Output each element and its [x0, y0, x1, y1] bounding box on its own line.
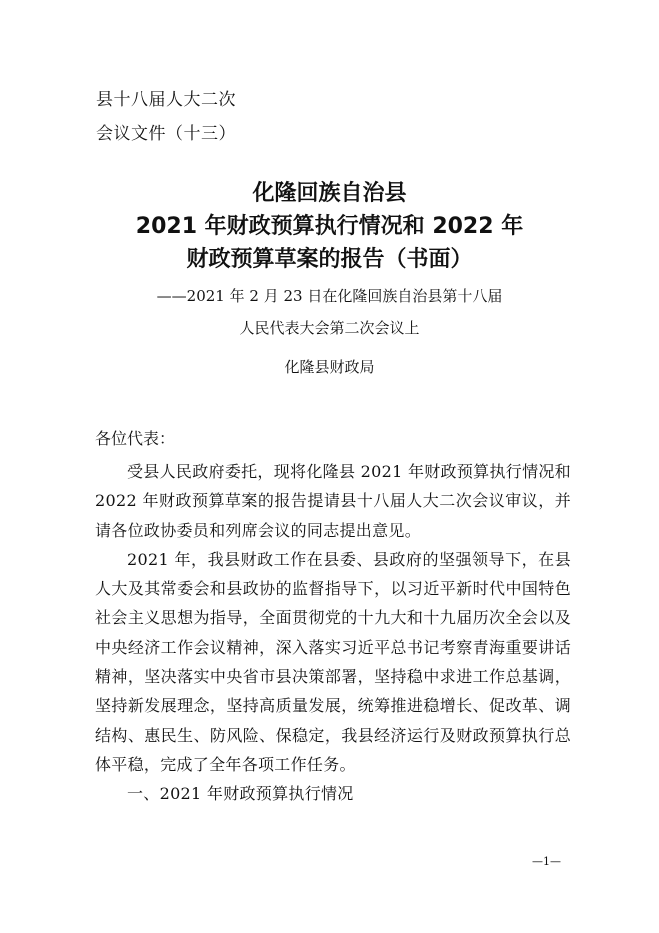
report-title-line-2: 2021 年财政预算执行情况和 2022 年 [135, 214, 524, 239]
salutation: 各位代表： [95, 429, 176, 448]
document-number-line-2: 会议文件（十三） [96, 124, 236, 144]
section-heading-1: 一、2021 年财政预算执行情况 [127, 784, 354, 804]
report-subtitle-line-2: 人民代表大会第二次会议上 [239, 319, 420, 337]
report-title-line-1: 化隆回族自治县 [252, 181, 407, 206]
page-number: —1— [532, 855, 561, 868]
paragraph-overview: 2021 年，我县财政工作在县委、县政府的坚强领导下，在县人大及其常委会和县政协的监督指导下，以习近平新时代中国特色社会主义思想为指导，全面贯彻党的十九大和十九届历次全会以及中央经济工作会议精神，深入落实习近平总书记考察青海重要讲话精神，坚决落实中央省市县决策部署，坚持稳中求进工作总基调，坚持新发展理念，坚持高质量发展，统筹推进稳增长、促改革、调结构、惠民生、防风险、保稳定，我县经济运行及财政预算执行总体平稳，完成了全年各项工作任务。 [95, 549, 571, 774]
report-subtitle-line-1: ——2021 年 2 月 23 日在化隆回族自治县第十八届 [156, 287, 503, 305]
document-number-line-1: 县十八届人大二次 [96, 90, 236, 110]
report-title-line-3: 财政预算草案的报告（书面） [186, 247, 473, 272]
body-text [95, 457, 571, 809]
author-department: 化隆县财政局 [284, 358, 375, 376]
paragraph-intro: 受县人民政府委托，现将化隆县 2021 年财政预算执行情况和 2022 年财政预算草案的报告提请县十八届人大二次会议审议，并请各位政协委员和列席会议的同志提出意见。 [95, 462, 571, 540]
